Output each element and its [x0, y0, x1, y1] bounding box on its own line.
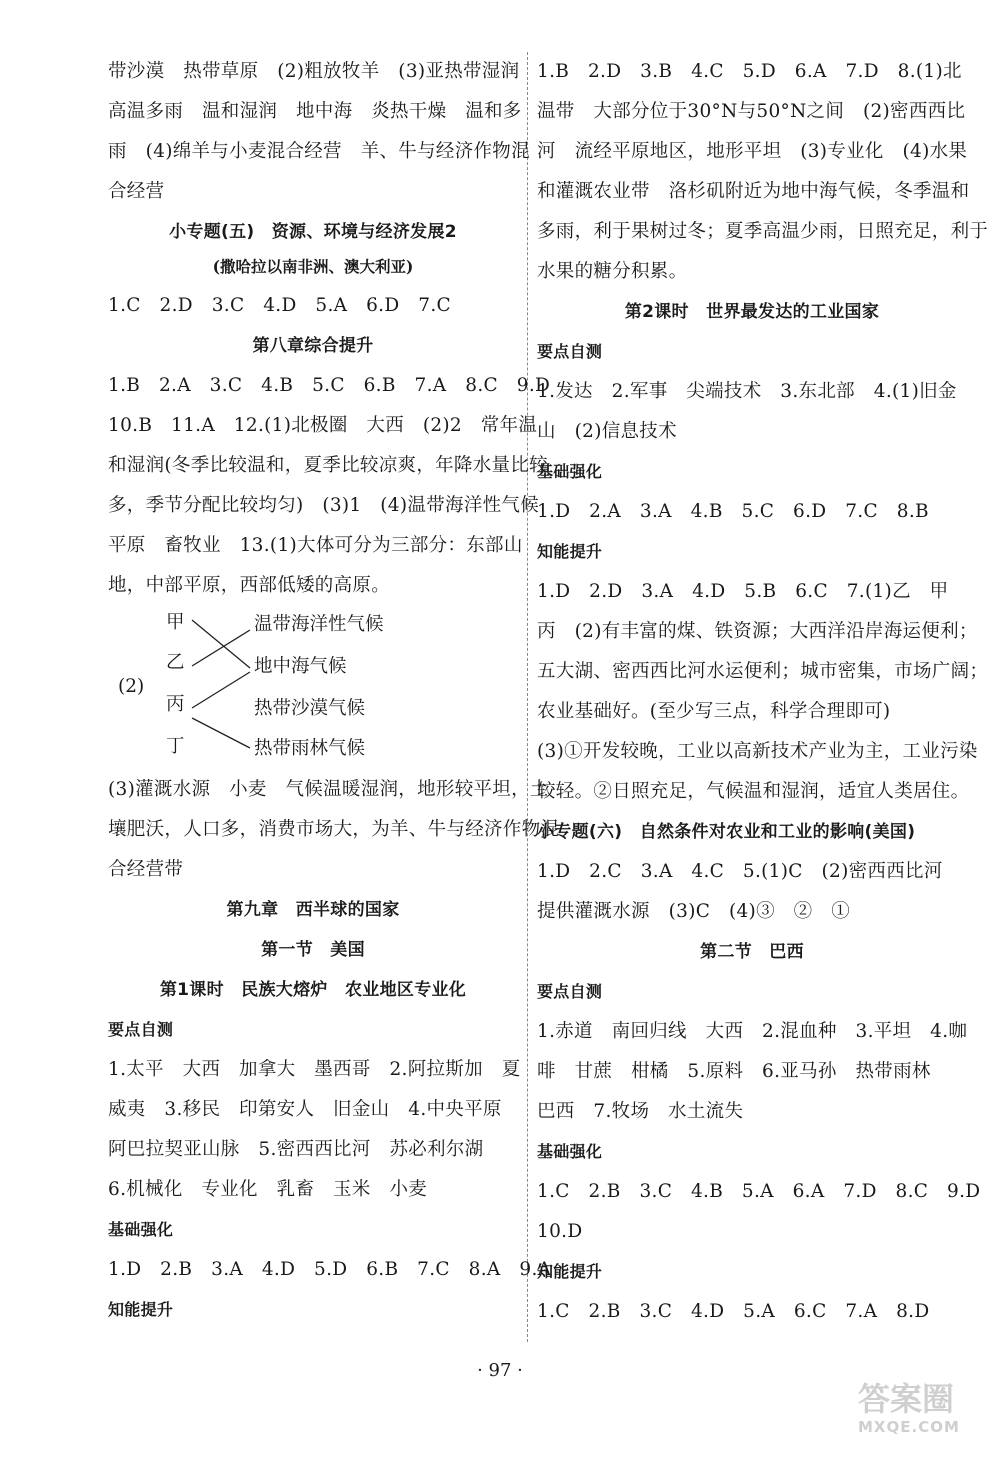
answer-line: 1.D 2.C 3.A 4.C 5.(1)C (2)密西西比河: [537, 861, 943, 882]
text-line: 温带 大部分位于30°N与50°N之间 (2)密西西比: [537, 101, 966, 122]
text-line: 河 流经平原地区，地形平坦 (3)专业化 (4)水果: [537, 141, 968, 162]
text-line: 平原 畜牧业 13.(1)大体可分为三部分：东部山: [108, 535, 523, 556]
answer-line: 1.D 2.B 3.A 4.D 5.D 6.B 7.C 8.A 9.A: [108, 1259, 552, 1280]
text-line: 高温多雨 温和湿润 地中海 炎热干燥 温和多: [108, 101, 522, 122]
text-line: 10.B 11.A 12.(1)北极圈 大西 (2)2 常年温: [108, 415, 538, 436]
text-line: 6.机械化 专业化 乳畜 玉米 小麦: [108, 1179, 428, 1200]
chapter-heading: 第九章 西半球的国家: [226, 900, 400, 920]
text-line: 巴西 7.牧场 水土流失: [537, 1101, 744, 1122]
right-column: [537, 52, 989, 1332]
text-line: 和灌溉农业带 洛杉矶附近为地中海气候，冬季温和: [537, 181, 970, 202]
text-line: 1.太平 大西 加拿大 墨西哥 2.阿拉斯加 夏: [108, 1059, 521, 1080]
text-line: 带沙漠 热带草原 (2)粗放牧羊 (3)亚热带湿润: [108, 61, 520, 82]
text-line: 啡 甘蔗 柑橘 5.原料 6.亚马孙 热带雨林: [537, 1061, 931, 1082]
answer-line: 1.B 2.A 3.C 4.B 5.C 6.B 7.A 8.C 9.D: [108, 375, 551, 396]
text-line: 1.发达 2.军事 尖端技术 3.东北部 4.(1)旧金: [537, 381, 957, 402]
answer-line: 1.D 2.A 3.A 4.B 5.C 6.D 7.C 8.B: [537, 501, 929, 522]
answer-line: 10.D: [537, 1221, 583, 1242]
section-heading: 小专题(五) 资源、环境与经济发展2: [169, 222, 457, 242]
text-line: (3)灌溉水源 小麦 气候温暖湿润，地形较平坦，土: [108, 779, 549, 800]
match-left-item: 丁: [166, 736, 185, 757]
answer-line: 1.D 2.D 3.A 4.D 5.B 6.C 7.(1)乙 甲: [537, 581, 949, 602]
text-line: 雨 (4)绵羊与小麦混合经营 羊、牛与经济作物混: [108, 141, 530, 162]
subsection-label: 知能提升: [108, 1300, 174, 1319]
subsection-label: 基础强化: [537, 1142, 603, 1161]
text-line: 多雨，利于果树过冬；夏季高温少雨，日照充足，利于: [537, 221, 989, 242]
match-line: [192, 718, 250, 748]
column-divider: [527, 52, 528, 1342]
text-line: 丙 (2)有丰富的煤、铁资源；大西洋沿岸海运便利；: [537, 621, 978, 642]
match-left-item: 丙: [166, 694, 185, 715]
answer-line: 1.C 2.B 3.C 4.D 5.A 6.C 7.A 8.D: [537, 1301, 930, 1322]
text-line: 壤肥沃，人口多，消费市场大，为羊、牛与经济作物混: [108, 819, 560, 840]
answer-line: 1.C 2.D 3.C 4.D 5.A 6.D 7.C: [108, 295, 451, 316]
text-line: 农业基础好。(至少写三点，科学合理即可): [537, 701, 891, 722]
watermark-logo: [858, 1380, 988, 1450]
match-line: [192, 672, 250, 708]
text-line: 合经营: [108, 181, 165, 202]
subsection-label: 要点自测: [108, 1020, 174, 1039]
page-number: · 97 ·: [477, 1360, 523, 1381]
section-heading: 小专题(六) 自然条件对农业和工业的影响(美国): [537, 822, 916, 842]
match-right-item: 地中海气候: [254, 656, 347, 677]
text-line: 多，季节分配比较均匀) (3)1 (4)温带海洋性气候: [108, 495, 539, 516]
text-line: (3)①开发较晚，工业以高新技术产业为主，工业污染: [537, 741, 978, 762]
text-line: 五大湖、密西西比河水运便利；城市密集，市场广阔；: [537, 661, 989, 682]
text-line: 和湿润(冬季比较温和，夏季比较凉爽，年降水量比较: [108, 455, 548, 476]
text-line: 水果的糖分积累。: [537, 261, 688, 282]
text-line: 较轻。②日照充足，气候温和湿润，适宜人类居住。: [537, 781, 970, 802]
text-line: 1.赤道 南回归线 大西 2.混血种 3.平坦 4.咖: [537, 1021, 968, 1042]
subsection-label: 基础强化: [108, 1220, 174, 1239]
match-left-item: 甲: [166, 612, 185, 633]
subsection-label: 要点自测: [537, 982, 603, 1001]
matching-diagram: [108, 608, 518, 770]
match-right-item: 温带海洋性气候: [254, 614, 384, 635]
section-heading: 第二节 巴西: [700, 942, 804, 962]
answer-line: 1.B 2.D 3.B 4.C 5.D 6.A 7.D 8.(1)北: [537, 61, 962, 82]
lesson-heading: 第1课时 民族大熔炉 农业地区专业化: [159, 980, 467, 1000]
watermark-url: MXQE.COM: [858, 1418, 960, 1436]
answer-line: 1.C 2.B 3.C 4.B 5.A 6.A 7.D 8.C 9.D: [537, 1181, 981, 1202]
match-right-item: 热带雨林气候: [254, 738, 366, 759]
text-line: 山 (2)信息技术: [537, 421, 677, 442]
subsection-label: 知能提升: [537, 1262, 603, 1281]
watermark-text: 答案圈: [858, 1380, 955, 1418]
subsection-label: 基础强化: [537, 462, 603, 481]
lesson-heading: 第2课时 世界最发达的工业国家: [624, 302, 880, 322]
section-subheading: (撒哈拉以南非洲、澳大利亚): [212, 257, 414, 276]
text-line: 合经营带: [108, 859, 184, 880]
text-line: 提供灌溉水源 (3)C (4)③ ② ①: [537, 901, 851, 922]
text-line: 地，中部平原，西部低矮的高原。: [108, 575, 391, 596]
subsection-label: 要点自测: [537, 342, 603, 361]
text-line: 威夷 3.移民 印第安人 旧金山 4.中央平原: [108, 1099, 502, 1120]
section-heading: 第八章综合提升: [252, 336, 374, 356]
section-heading: 第一节 美国: [261, 940, 365, 960]
subsection-label: 知能提升: [537, 542, 603, 561]
match-label: (2): [118, 676, 145, 697]
match-right-item: 热带沙漠气候: [254, 698, 366, 719]
match-left-item: 乙: [166, 652, 185, 673]
text-line: 阿巴拉契亚山脉 5.密西西比河 苏必利尔湖: [108, 1139, 484, 1160]
